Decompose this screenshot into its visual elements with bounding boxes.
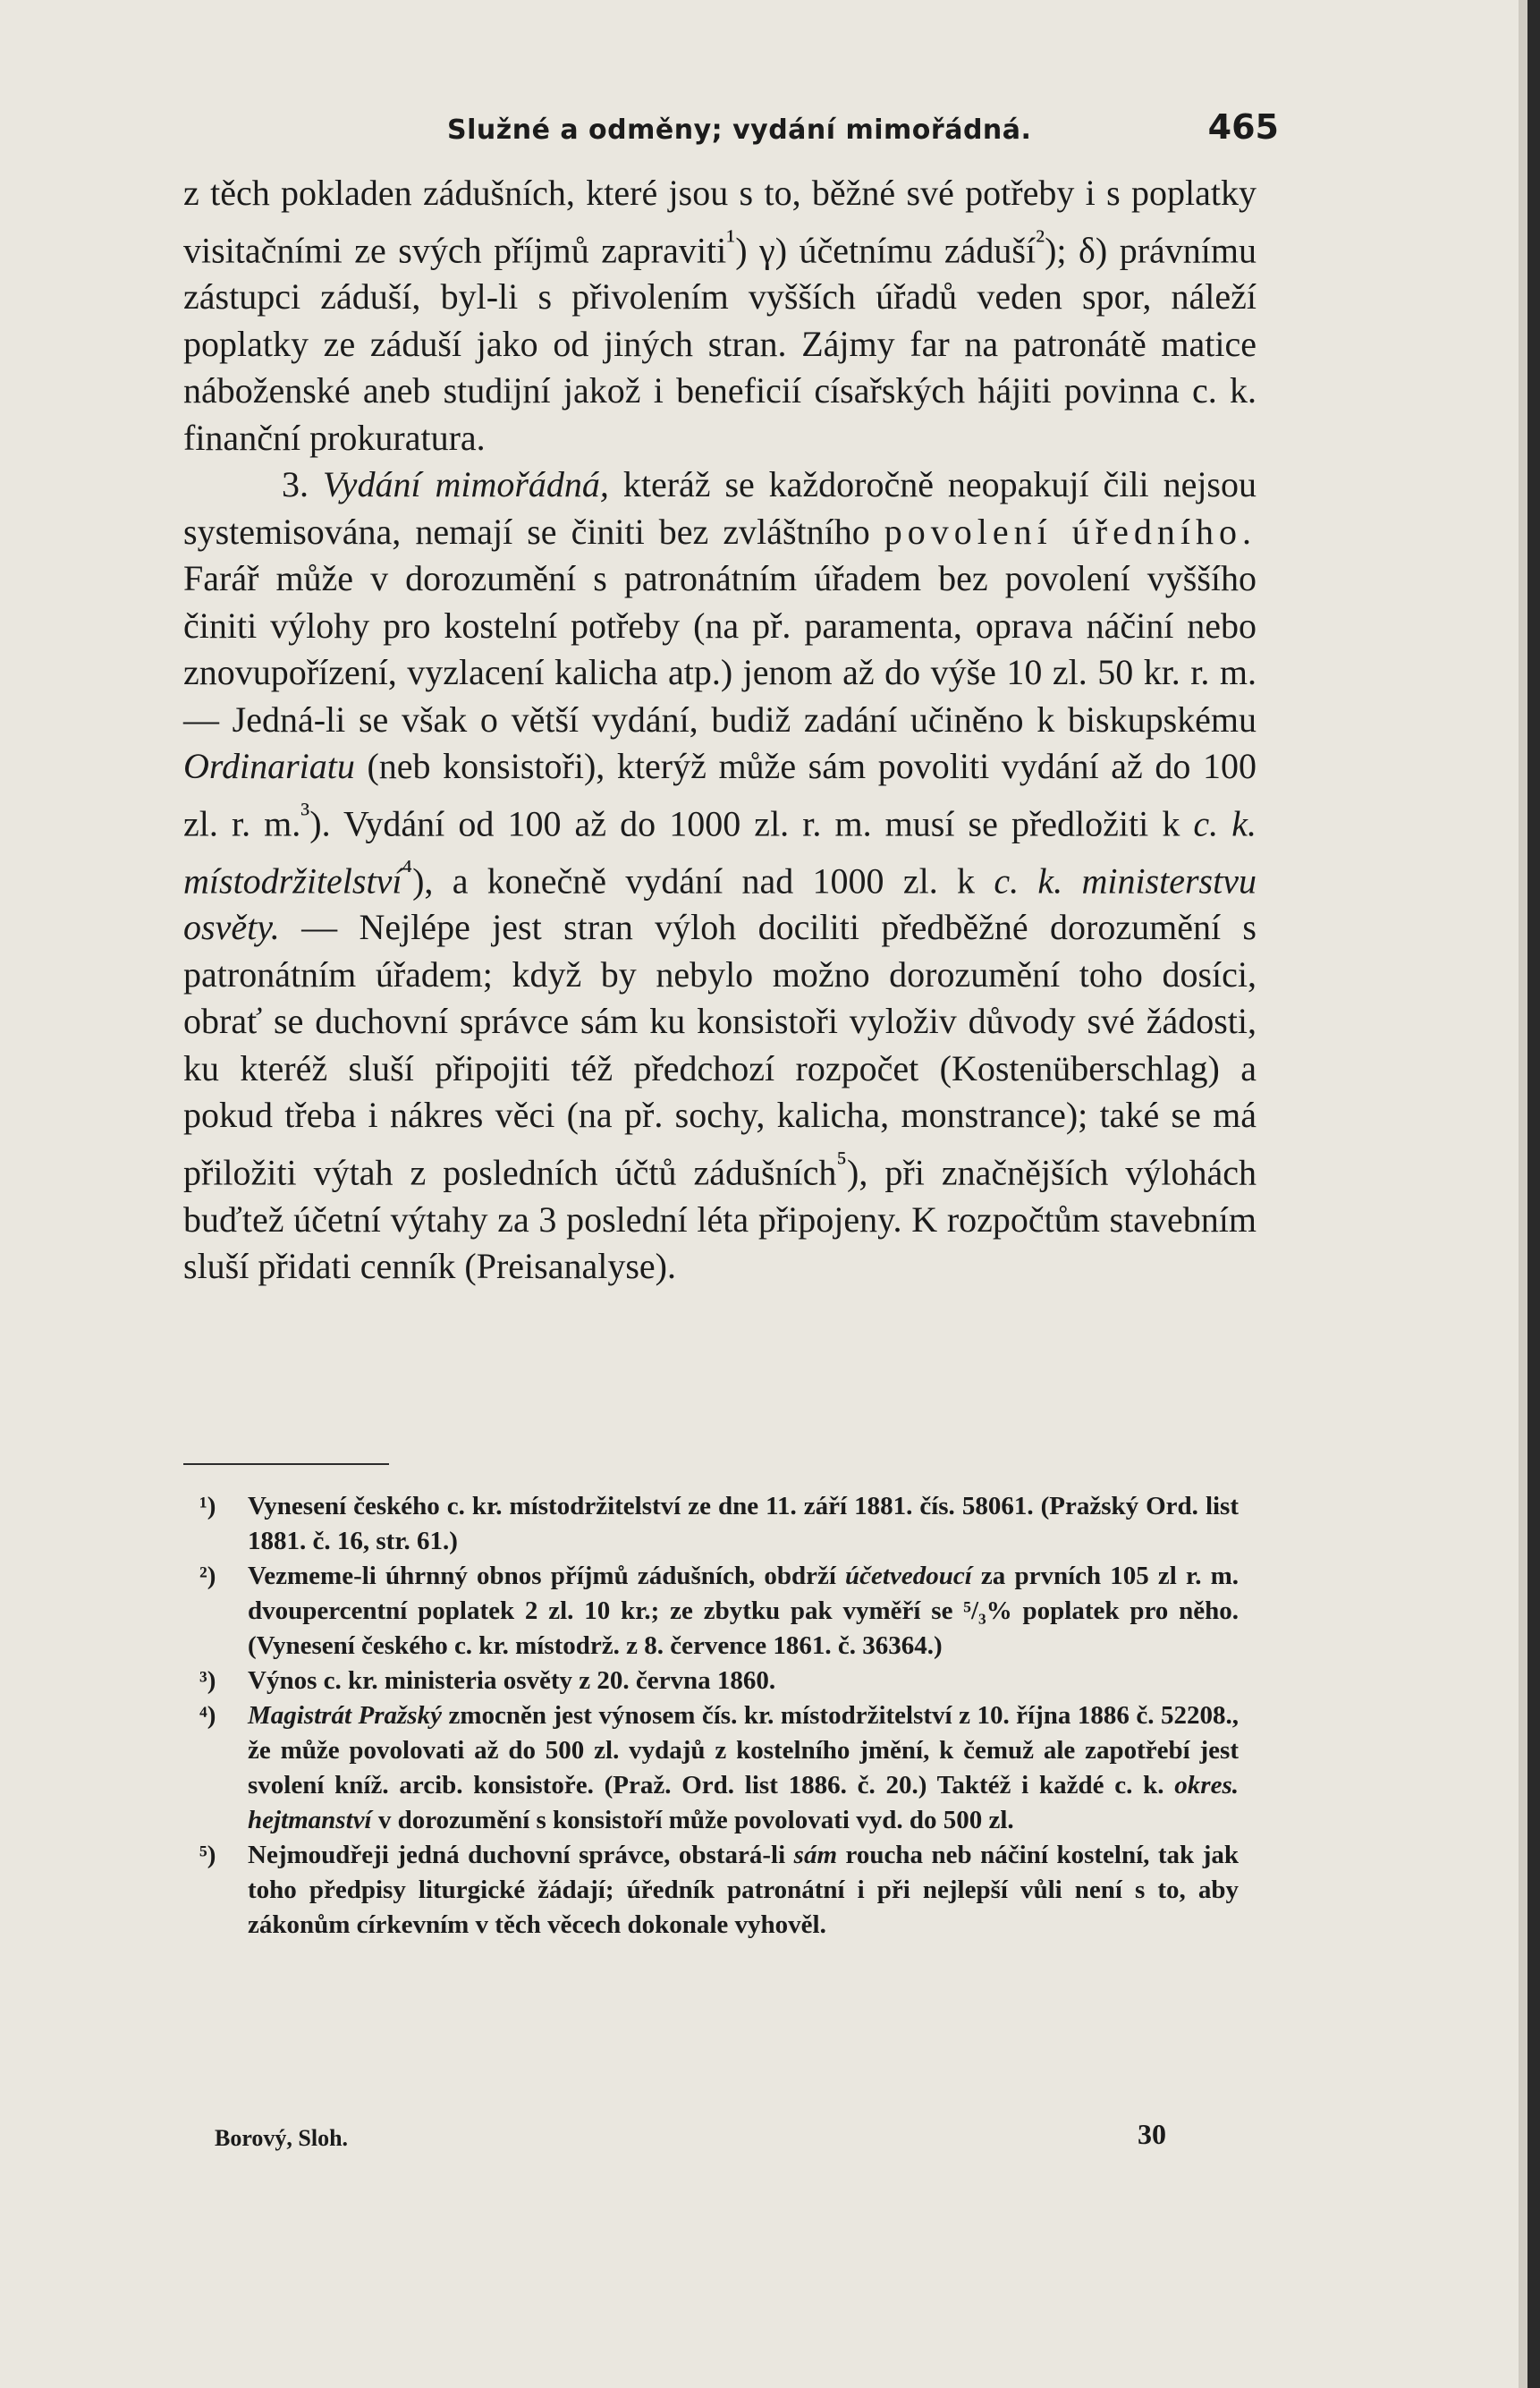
footnote-3: ³) Výnos c. kr. ministeria osvěty z 20. června 1860.	[199, 1666, 776, 1695]
main-text	[183, 170, 1257, 1291]
footnotes	[183, 1489, 1239, 1943]
footnote-2: ²) Vezmeme-li úhrnný obnos příjmů zádušních, obdrží účetvedoucí za prvních 105 zl r. m. dvoupercentní poplatek 2 zl. 10 kr.; ze zbytku pak vyměří se ⁵/₃% poplatek pro něho. (Vynesení českého c. kr. místodrž. z 8. července 1861. č. 36364.)	[199, 1562, 1239, 1660]
page-number: 465	[1207, 107, 1279, 147]
footnote-divider	[183, 1463, 389, 1465]
printer-signature: Borový, Sloh.	[215, 2125, 349, 2151]
scan-border	[1527, 0, 1540, 2388]
footnote-ref-1: ¹	[726, 223, 736, 257]
footnote-4: ⁴) Magistrát Pražský zmocněn jest výnosem čís. kr. místodržitelství z 10. října 1886 č. 52208., že může povolovati až do 500 zl. vydajů z kostelního jmění, k čemuž ale zapotřebí jest svolení kníž. arcib. konsistoře. (Praž. Ord. list 1886. č. 20.) Taktéž i každé c. k. okres. hejtmanství v dorozumění s konsistoří může povolovati vyd. do 500 zl.	[199, 1701, 1239, 1834]
footnote-ref-5: ⁵	[836, 1145, 848, 1179]
footnote-5: ⁵) Nejmoudřeji jedná duchovní správce, obstará-li sám roucha neb náčiní kostelní, tak jak toho předpisy liturgické žádají; úředník patronátní i při nejlepší vůli není s to, aby zákonům církevním v těch věcech dokonale vyhověl.	[199, 1841, 1239, 1939]
section-number: 3.	[282, 464, 309, 505]
footnote-ref-4: ⁴	[402, 853, 413, 887]
footnote-ref-3: ³	[300, 796, 310, 830]
footnote-1: ¹) Vynesení českého c. kr. místodržitelství ze dne 11. září 1881. čís. 58061. (Pražský Ord. list 1881. č. 16, str. 61.)	[199, 1492, 1239, 1555]
running-head: Služné a odměny; vydání mimořádná.	[447, 114, 1032, 146]
page-edge-shadow	[1519, 0, 1527, 2388]
sheet-number: 30	[1138, 2118, 1166, 2150]
paragraph-2: 3. Vydání mimořádná, kteráž se každoročně neopakují čili nejsou systemisována, nemají se činiti bez zvláštního povolení úředního. Farář může v dorozumění s patronátním úřadem bez povolení vyššího činiti výlohy pro kostelní potřeby (na př. paramenta, oprava náčiní nebo znovupořízení, vyzlacení kalicha atp.) jenom až do výše 10 zl. 50 kr. r. m. — Jedná-li se však o větší vydání, budiž zadání učiněno k biskupskému Ordinariatu (neb konsistoři), kterýž může sám povoliti vydání až do 100 zl. r. m.$^{^3}$). Vydání od 100 až do 1000 zl. r. m. musí se předložiti k c. k. místodržitelství$^{^4}$), a konečně vydání nad 1000 zl. k c. k. ministerstvu osvěty. — Nejlépe jest stran výloh dociliti předběžné dorozumění s patronátním úřadem; když by nebylo možno dorozumění toho dosíci, obrať se duchovní správce sám ku konsistoři vyloživ důvody své žádosti, ku kteréž sluší připojiti též předchozí rozpočet (Kostenüberschlag) a pokud třeba i nákres věci (na př. sochy, kalicha, monstrance); také se má přiložiti výtah z posledních účtů zádušních$^{^5}$), při značnějších výlohách buďtež účetní výtahy za 3 poslední léta připojeny. K rozpočtům stavebním sluší přidati cenník (Preisanalyse).	[183, 464, 1257, 1287]
paragraph-1: z těch pokladen zádušních, které jsou s to, běžné své potřeby i s poplatky visitačními ze svých příjmů zapraviti$^{^1}$) γ) účetnímu záduší$^{^2}$); δ) právnímu zástupci záduší, byl-li s přivolením vyšších úřadů veden spor, náleží poplatky ze záduší jako od jiných stran. Zájmy far na patronátě matice náboženské aneb studijní jakož i beneficií císařských hájiti povinna c. k. finanční prokuratura.	[183, 173, 1257, 458]
footnote-ref-2: ²	[1036, 223, 1045, 257]
page-header	[179, 107, 1279, 152]
spaced-emphasis: povolení úředního.	[884, 511, 1257, 552]
